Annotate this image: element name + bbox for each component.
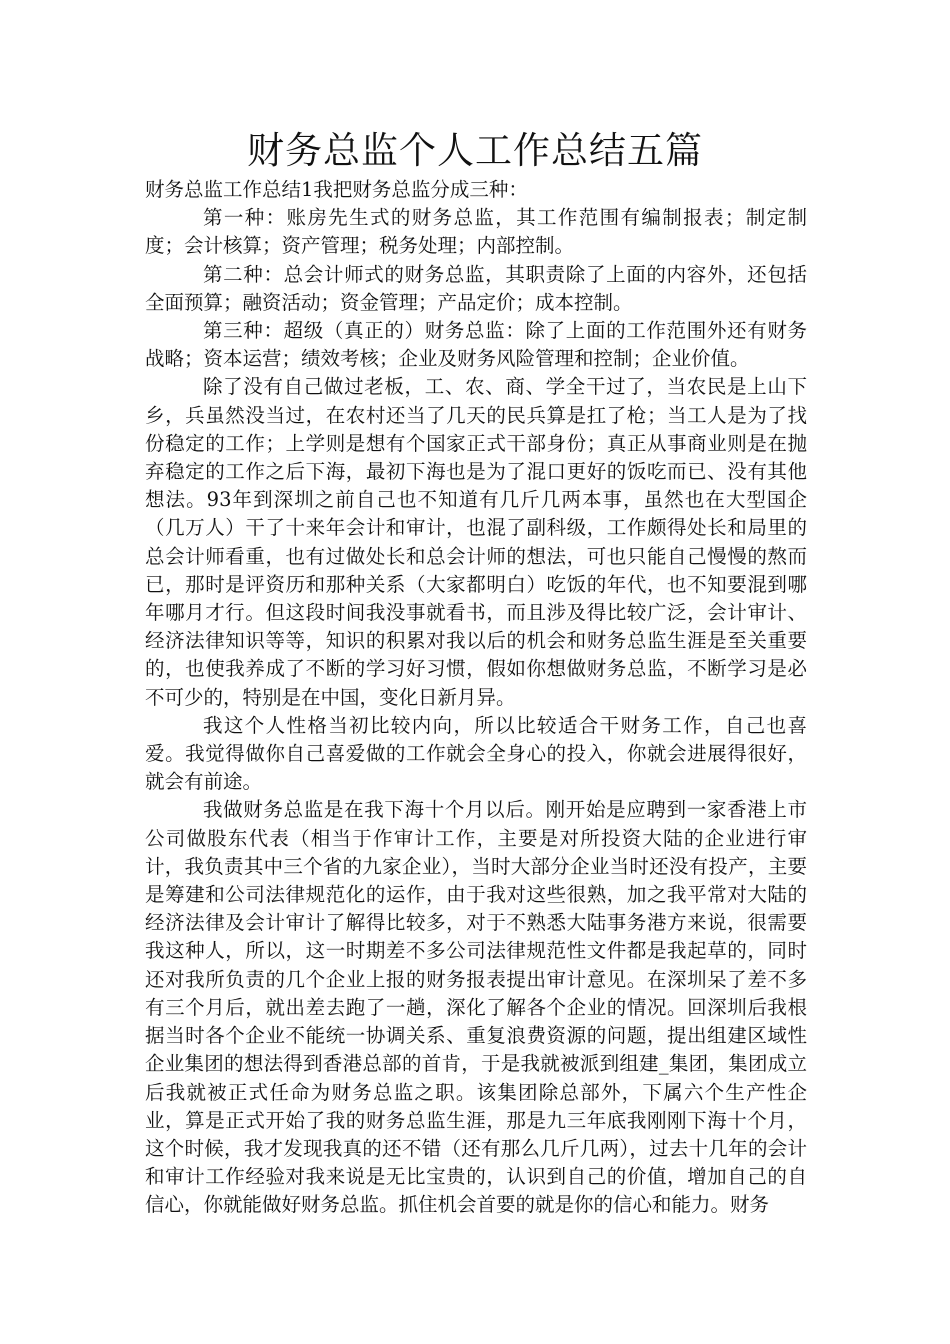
paragraph-type-two: 第二种：总会计师式的财务总监，其职责除了上面的内容外，还包括全面预算；融资活动；资金管理；产品定价；成本控制。 bbox=[145, 262, 807, 314]
paragraph-career-start: 我做财务总监是在我下海十个月以后。刚开始是应聘到一家香港上市公司做股东代表（相当于作审计工作，主要是对所投资大陆的企业进行审计，我负责其中三个省的九家企业），当时大部分企业当时还没有投产，主要是筹建和公司法律规范化的运作，由于我对这些很熟，加之我平常对大陆的经济法律及会计审计了解得比较多，对于不熟悉大陆事务港方来说，很需要我这种人，所以，这一时期差不多公司法律规范性文件都是我起草的，同时还对我所负责的几个企业上报的财务报表提出审计意见。在深圳呆了差不多有三个月后，就出差去跑了一趟，深化了解各个企业的情况。回深圳后我根据当时各个企业不能统一协调关系、重复浪费资源的问题，提出组建区域性企业集团的想法得到香港总部的首肯，于是我就被派到组建_集团，集团成立后我就被正式任命为财务总监之职。该集团除总部外，下属六个生产性企业，算是正式开始了我的财务总监生涯，那是九三年底我刚刚下海十个月，这个时候，我才发现我真的还不错（还有那么几斤几两），过去十几年的会计和审计工作经验对我来说是无比宝贵的，认识到自己的价值，增加自己的自信心，你就能做好财务总监。抓住机会首要的就是你的信心和能力。财务 bbox=[145, 798, 807, 1217]
document-body bbox=[145, 176, 807, 1220]
paragraph-background: 除了没有自己做过老板，工、农、商、学全干过了，当农民是上山下乡，兵虽然没当过，在农村还当了几天的民兵算是扛了枪；当工人是为了找份稳定的工作；上学则是想有个国家正式干部身份；真正从事商业则是在抛弃稳定的工作之后下海，最初下海也是为了混口更好的饭吃而已、没有其他想法。93年到深圳之前自己也不知道有几斤几两本事，虽然也在大型国企（几万人）干了十来年会计和审计，也混了副科级，工作颇得处长和局里的总会计师看重，也有过做处长和总会计师的想法，可也只能自己慢慢的熬而已，那时是评资历和那种关系（大家都明白）吃饭的年代，也不知要混到哪年哪月才行。但这段时间我没事就看书，而且涉及得比较广泛，会计审计、经济法律知识等等，知识的积累对我以后的机会和财务总监生涯是至关重要的，也使我养成了不断的学习好习惯，假如你想做财务总监，不断学习是必不可少的，特别是在中国，变化日新月异。 bbox=[145, 375, 807, 709]
paragraph-intro: 财务总监工作总结1我把财务总监分成三种： bbox=[145, 178, 528, 201]
paragraph-type-one: 第一种：账房先生式的财务总监，其工作范围有编制报表；制定制度；会计核算；资产管理；税务处理；内部控制。 bbox=[145, 206, 807, 258]
paragraph-type-three: 第三种：超级（真正的）财务总监：除了上面的工作范围外还有财务战略；资本运营；绩效考核；企业及财务风险管理和控制；企业价值。 bbox=[145, 319, 807, 371]
paragraph-personality: 我这个人性格当初比较内向，所以比较适合干财务工作，自己也喜爱。我觉得做你自己喜爱做的工作就会全身心的投入，你就会进展得很好，就会有前途。 bbox=[145, 713, 807, 794]
document-title: 财务总监个人工作总结五篇 bbox=[247, 129, 703, 172]
